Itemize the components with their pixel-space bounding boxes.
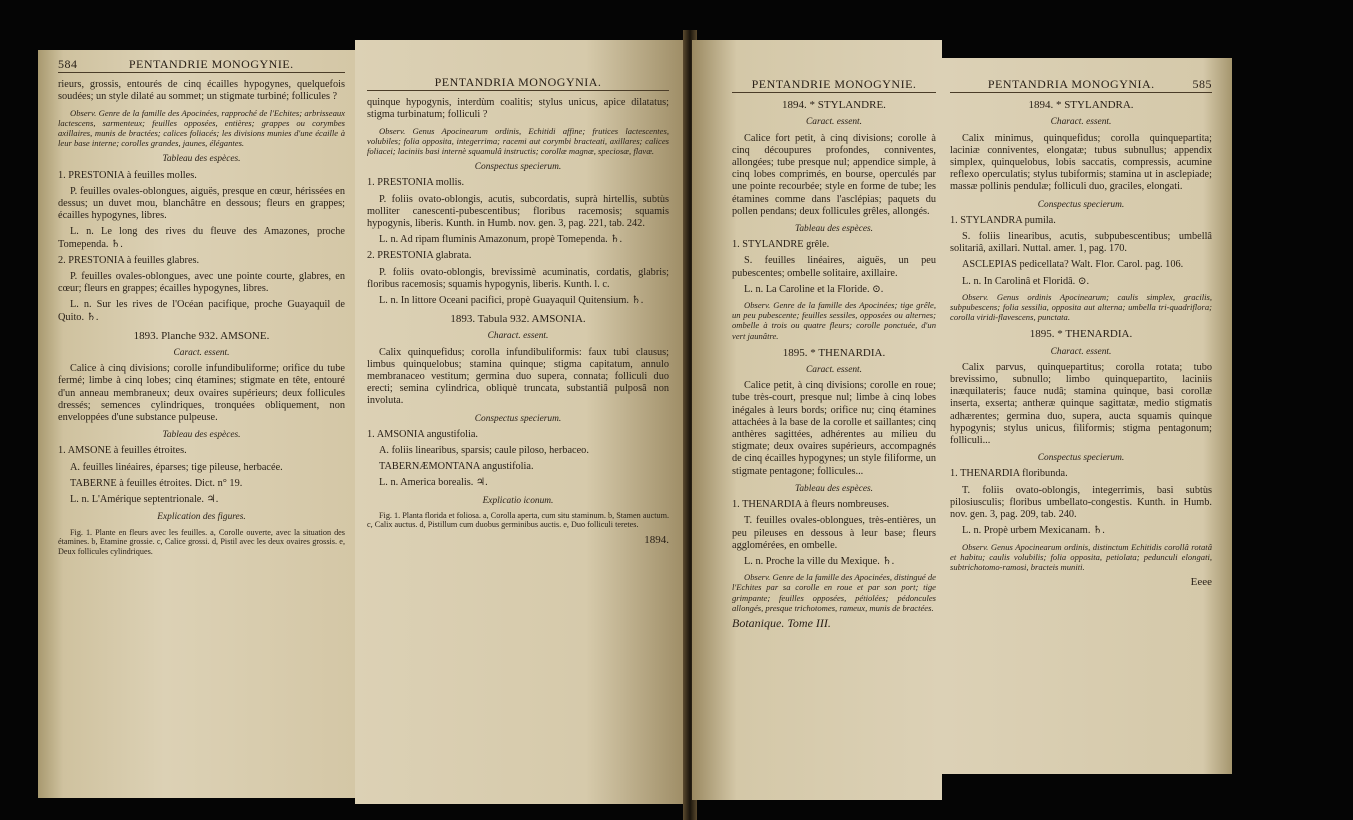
species-title: 1. THENARDIA à fleurs nombreuses.: [732, 499, 890, 511]
running-header: PENTANDRIE MONOGYNIE.: [732, 78, 936, 93]
species-title: 1. AMSONIA angustifolia.: [367, 428, 478, 440]
genus-heading: 1894. * STYLANDRA.: [1028, 99, 1134, 112]
genus-heading: 1894. * STYLANDRE.: [782, 99, 886, 112]
page-number: 585: [1192, 77, 1212, 91]
species-title: 1. AMSONE à feuilles étroites.: [58, 445, 187, 457]
genus-heading: 1895. * THENARDIA.: [1029, 328, 1133, 341]
page-number: 584: [58, 57, 78, 71]
genus-heading: 1895. * THENARDIA.: [782, 346, 886, 359]
left-page-latin: PENTANDRIA MONOGYNIA. quinque hypogynis, interdùm coalitis; stylus unicus, apice dilatatus; stigma turbinatum; folliculi ? Observ. Genus Apocinearum ordinis, Echitidi affine; frutices lactescentes, volubiles; folia opposita, integerrima; racemi aut corymbi bracteati, axillares; calices foliacei; laciniis basi internè squamulâ instructis; corollæ magnæ, speciosæ, flavæ. Conspectus specierum. 1. PRESTONIA mollis. P. foliis ovato-oblongis, acutis, subcordatis, suprà hirtellis, subtùs molliter canescenti-pubescentibus; floribus racemosis; squamis hypogynis, liberis. Kunth. in Humb. nov. gen. 3, pag. 221, tab. 242. L. n. Ad ripam fluminis Amazonum, propè Tomependa. ♄. 2. PRESTONIA glabrata. P. foliis ovato-oblongis, brevissimè acuminatis, cordatis, glabris; floribus racemosis; squamis hypogynis, liberis. Kunth. l. c. L. n. In littore Oceani pacifici, propè Guayaquil Quitensium. ♄. 1893. Tabula 932. AMSONIA. Charact. essent. Calix quinquefidus; corolla infundibuliformis: faux tubi clausus; limbus quinquelobus; stamina quinque; stigma capitatum, annulo membranaceo vestitum; germina duo supera, connata; folliculi duo erecti; semina cylindrica, obliquè truncata, substantiâ pulposâ non involuta. Conspectus specierum. 1. AMSONIA angustifolia. A. foliis linearibus, sparsis; caule piloso, herbaceo. TABERNÆMONTANA angustifolia. L. n. America borealis. ♃. Explicatio iconum. Fig. 1. Planta florida et foliosa. a, Corolla aperta, cum situ staminum. b, Stamen auctum. c, Calix auctus. d, Pistillum cum duobus germinibus auctis. e, Duo folliculi teretes. 1894.: [355, 40, 685, 804]
genus-heading: 1893. Tabula 932. AMSONIA.: [450, 313, 586, 326]
running-header: 584 PENTANDRIE MONOGYNIE.: [58, 58, 345, 73]
species-title: 1. PRESTONIA à feuilles molles.: [58, 169, 197, 181]
species-title: 1. STYLANDRA pumila.: [950, 214, 1056, 226]
species-title: 1. THENARDIA floribunda.: [950, 468, 1068, 480]
running-header: PENTANDRIA MONOGYNIA.: [367, 76, 669, 91]
signature-mark: Eeee: [1190, 576, 1212, 589]
species-title: 1. STYLANDRE grêle.: [732, 239, 830, 251]
species-title: 2. PRESTONIA à feuilles glabres.: [58, 254, 200, 266]
species-title: 1. PRESTONIA mollis.: [367, 177, 465, 189]
volume-footer: Botanique. Tome III.: [732, 615, 831, 630]
running-header: PENTANDRIA MONOGYNIA. 585: [950, 78, 1212, 93]
species-title: 2. PRESTONIA glabrata.: [367, 250, 472, 262]
right-page-french: PENTANDRIE MONOGYNIE. 1894. * STYLANDRE. Caract. essent. Calice fort petit, à cinq divisions; corolle à cinq découpures profondes, conniventes, allongées; tube presque nul; appendice simple, à cinq lobes comprimés, en bourse, operculés par une pointe recourbée; style en forme de tube; les étamines comme dans l'asclépias; paquets du pollen pendans; deux follicules grêles, allongés. Tableau des espèces. 1. STYLANDRE grêle. S. feuilles linéaires, aiguës, un peu pubescentes; ombelle solitaire, axillaire. L. n. La Caroline et la Floride. ⊙. Observ. Genre de la famille des Apocinées; tige grêle, un peu pubescente; feuilles sessiles, opposées ou alternes; ombelle à trois ou quatre fleurs; corolle ponctuée, d'un vert jaunâtre. 1895. * THENARDIA. Caract. essent. Calice petit, à cinq divisions; corolle en roue; tube très-court, presque nul; limbe à cinq lobes inégales à leurs bords; orifice nu; cinq étamines attachées à la base de la corolle et saillantes; cinq anthères sagittées, adhérentes au milieu du stigmate; deux ovaires supérieurs, accompagnés de cinq écailles hypogynes; un style filiforme, un stigmate pentagone; follicules... Tableau des espèces. 1. THENARDIA à fleurs nombreuses. T. feuilles ovales-oblongues, très-entières, un peu pileuses en dessous à leur base; fleurs agglomérées, en ombelle. L. n. Proche la ville du Mexique. ♄. Observ. Genre de la famille des Apocinées, distingué de l'Echites par sa corolle en roue et par son port; tige grimpante; feuilles opposées, pétiolées; pédoncules allongés, presque trichotomes, rameux, munis de bractées. Botanique. Tome III.: [692, 40, 942, 800]
catchword: 1894.: [644, 534, 669, 547]
right-page-latin: PENTANDRIA MONOGYNIA. 585 1894. * STYLANDRA. Charact. essent. Calix minimus, quinquefidus; corolla quinquepartita; laciniæ conniventes, elongatæ; tubus subnullus; appendix simplex, quinquelobus, lobis saccatis, compressis, acumine reflexo operculatis; stylus tubiformis; stamina ut in asclepiade; massæ pollinis pendulæ; folliculi duo, graciles, elongati. Conspectus specierum. 1. STYLANDRA pumila. S. foliis linearibus, acutis, subpubescentibus; umbellâ solitariâ, axillari. Nuttal. amer. 1, pag. 170. ASCLEPIAS pedicellata? Walt. Flor. Carol. pag. 106. L. n. In Carolinâ et Floridâ. ⊙. Observ. Genus ordinis Apocinearum; caulis simplex, gracilis, subpubescens; folia sessilia, opposita aut alterna; umbella tri-quadriflora; corolla viridi-flavescens, punctata. 1895. * THENARDIA. Charact. essent. Calix parvus, quinquepartitus; corolla rotata; tubo brevissimo, subnullo; limbo quinquepartito, laciniis inæquilateris; fauce nudâ; stamina quinque, basi corollæ inserta, exserta; antheræ quinque sagittatæ, medio stigmatis adhærentes; germina duo, supera, aucta squamis quinque hypogynis; stylus unicus, filiformis; stigma pentagonum; folliculi... Conspectus specierum. 1. THENARDIA floribunda. T. foliis ovato-oblongis, integerrimis, basi subtùs pilosiusculis; floribus umbellato-congestis. Kunth. in Humb. nov. gen. 3, pag. 209, tab. 240. L. n. Propè urbem Mexicanam. ♄. Observ. Genus Apocinearum ordinis, distinctum Echitidis corollâ rotatâ et habitu; caulis volubilis; folia opposita, petiolata; pedunculi elongati, subtrichotomo-ramosi, bracteis muniti. Eeee: [942, 58, 1232, 774]
left-page-french: 584 PENTANDRIE MONOGYNIE. rieurs, grossis, entourés de cinq écailles hypogynes, quelquefois soudées; un style dilaté au sommet; un stigmate turbiné; follicules ? Observ. Genre de la famille des Apocinées, rapproché de l'Echites; arbrisseaux lactescens, sarmenteux; feuilles opposées, entières; grappes ou corymbes axillaires, munis de bractées; calices foliacés; les divisions munies d'une écaille à leur base interne; corolles grandes, jaunes, élégantes. Tableau des espèces. 1. PRESTONIA à feuilles molles. P. feuilles ovales-oblongues, aiguës, presque en cœur, hérissées en dessus; un duvet mou, blanchâtre en dessous; fleurs en grappes; écailles hypogynes, libres. L. n. Le long des rives du fleuve des Amazones, proche Tomependa. ♄. 2. PRESTONIA à feuilles glabres. P. feuilles ovales-oblongues, avec une pointe courte, glabres, en cœur; fleurs en grappes; écailles hypogynes, libres. L. n. Sur les rives de l'Océan pacifique, proche Guayaquil de Quito. ♄. 1893. Planche 932. AMSONE. Caract. essent. Calice à cinq divisions; corolle infundibuliforme; orifice du tube fermé; limbe à cinq lobes; cinq étamines; stigmate en tête, entouré d'un anneau membraneux; deux ovaires supérieurs; deux follicules dressés; semences cylindriques, tronquées obliquement, non enveloppées d'une substance pulpeuse. Tableau des espèces. 1. AMSONE à feuilles étroites. A. feuilles linéaires, éparses; tige pileuse, herbacée. TABERNE à feuilles étroites. Dict. n° 19. L. n. L'Amérique septentrionale. ♃. Explication des figures. Fig. 1. Plante en fleurs avec les feuilles. a, Corolle ouverte, avec la situation des étamines. b, Etamine grossie. c, Calice grossi. d, Pistil avec les deux ovaires grossis. e, Deux follicules cylindriques.: [38, 50, 355, 798]
genus-heading: 1893. Planche 932. AMSONE.: [133, 329, 270, 342]
